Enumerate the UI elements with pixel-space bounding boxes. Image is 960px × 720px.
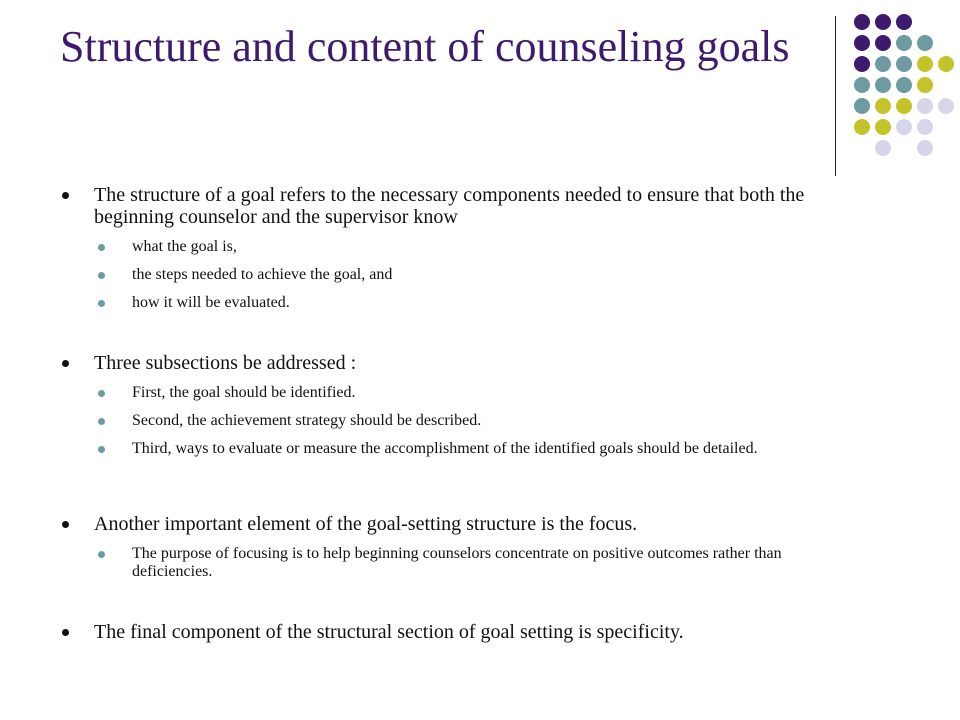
sub-bullet-item — [62, 238, 862, 256]
bullet-dot-icon — [62, 192, 69, 199]
decorative-dot-lime — [938, 56, 954, 72]
decorative-dot-purple — [875, 35, 891, 51]
sub-bullet-item — [62, 266, 862, 284]
sub-bullet-list — [62, 238, 862, 312]
decorative-dot-purple — [854, 35, 870, 51]
bullet-dot-icon — [62, 360, 69, 367]
sub-bullet-text: Third, ways to evaluate or measure the accomplishment of the identified goals should be detailed. — [132, 440, 758, 457]
decorative-dot-lavender — [917, 140, 933, 156]
sub-bullet-item — [62, 412, 862, 430]
sub-bullet-item — [62, 384, 862, 402]
bullet-item — [62, 621, 862, 643]
sub-bullet-dot-icon — [98, 418, 105, 425]
bullet-text: Three subsections be addressed : — [94, 352, 357, 374]
decorative-dot-teal — [896, 35, 912, 51]
decorative-dot-teal — [917, 35, 933, 51]
sub-bullet-dot-icon — [98, 446, 105, 453]
sub-bullet-list — [62, 384, 862, 458]
decorative-dot-teal — [854, 77, 870, 93]
decorative-dot-lime — [917, 56, 933, 72]
decorative-dot-lime — [917, 77, 933, 93]
bullet-dot-icon — [62, 629, 69, 636]
bullet-dot-icon — [62, 521, 69, 528]
decorative-dot-lavender — [917, 98, 933, 114]
sub-bullet-dot-icon — [98, 390, 105, 397]
sub-bullet-text: First, the goal should be identified. — [132, 384, 356, 401]
sub-bullet-text: The purpose of focusing is to help beginning counselors concentrate on positive outcomes rather than deficiencies. — [132, 545, 782, 580]
decorative-dot-lavender — [917, 119, 933, 135]
decorative-dot-lime — [854, 119, 870, 135]
decorative-dot-teal — [896, 77, 912, 93]
decorative-dot-lavender — [938, 98, 954, 114]
sub-bullet-list — [62, 545, 862, 581]
sub-bullet-dot-icon — [98, 300, 105, 307]
decorative-dot-teal — [875, 56, 891, 72]
bullet-item — [62, 184, 862, 322]
sub-bullet-dot-icon — [98, 272, 105, 279]
bullet-item — [62, 352, 862, 468]
sub-bullet-dot-icon — [98, 551, 105, 558]
sub-bullet-item — [62, 440, 862, 458]
bullet-text: The structure of a goal refers to the necessary components needed to ensure that both the beginning counselor and the supervisor know — [94, 184, 805, 228]
slide-title: Structure and content of counseling goals — [60, 22, 790, 71]
decorative-dot-purple — [854, 14, 870, 30]
decorative-dot-lavender — [875, 140, 891, 156]
sub-bullet-text: what the goal is, — [132, 238, 237, 255]
decorative-dot-purple — [854, 56, 870, 72]
decorative-dot-lime — [896, 98, 912, 114]
sub-bullet-text: how it will be evaluated. — [132, 294, 290, 311]
sub-bullet-item — [62, 294, 862, 312]
decorative-dot-teal — [854, 98, 870, 114]
decorative-dot-purple — [875, 14, 891, 30]
decorative-dot-lime — [875, 119, 891, 135]
sub-bullet-item — [62, 545, 862, 581]
sub-bullet-text: the steps needed to achieve the goal, and — [132, 266, 393, 283]
decorative-dot-teal — [896, 56, 912, 72]
bullet-item — [62, 513, 862, 591]
decorative-dot-lavender — [896, 119, 912, 135]
bullet-text: Another important element of the goal-setting structure is the focus. — [94, 513, 638, 535]
sub-bullet-dot-icon — [98, 244, 105, 251]
sub-bullet-text: Second, the achievement strategy should be described. — [132, 412, 482, 429]
decorative-dot-teal — [875, 77, 891, 93]
decorative-dot-lime — [875, 98, 891, 114]
bullet-text: The final component of the structural section of goal setting is specificity. — [94, 621, 684, 643]
decorative-dot-purple — [896, 14, 912, 30]
